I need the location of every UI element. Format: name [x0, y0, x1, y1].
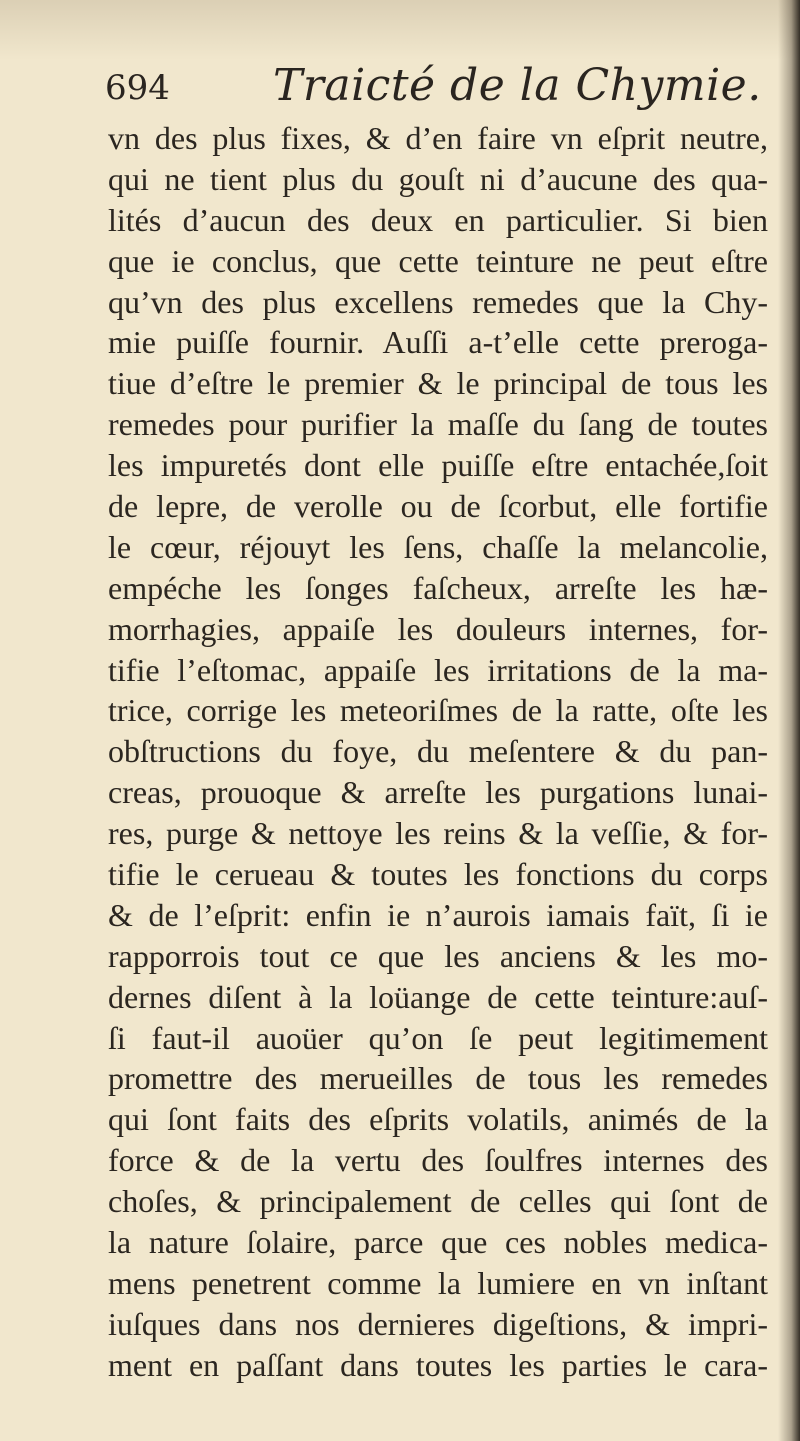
text-line: mens penetrent comme la lumiere en vn inſtant [108, 1264, 768, 1301]
text-line: force & de la vertu des ſoulfres internes des [108, 1142, 768, 1179]
text-line: de lepre, de verolle ou de ſcorbut, elle fortifie [108, 488, 768, 525]
text-line: tifie l’eſtomac, appaiſe les irritations de la ma- [108, 651, 768, 688]
text-line: res, purge & nettoye les reins & la veſſie, & for- [108, 815, 768, 852]
text-line: mie puiſſe fournir. Auſſi a-t’elle cette preroga- [108, 324, 768, 361]
text-line: & de l’eſprit: enfin ie n’aurois iamais faït, ſi ie [108, 896, 768, 933]
text-line: rapporrois tout ce que les anciens & les mo- [108, 937, 768, 974]
text-line: qui ne tient plus du gouſt ni d’aucune des qua- [108, 160, 768, 197]
text-line: empéche les ſonges faſcheux, arreſte les hæ- [108, 569, 768, 606]
running-title: Traicté de la Chymie. [273, 60, 762, 111]
text-line: le cœur, réjouyt les ſens, chaſſe la melancolie, [108, 528, 768, 565]
body-text [108, 118, 768, 1386]
text-line: les impuretés dont elle puiſſe eſtre entachée,ſoit [108, 447, 768, 484]
text-line: obſtructions du foye, du meſentere & du pan- [108, 733, 768, 770]
text-line: choſes, & principalement de celles qui ſont de [108, 1183, 768, 1220]
text-line: qu’vn des plus excellens remedes que la Chy- [108, 283, 768, 320]
page-header [105, 60, 775, 120]
text-line: vn des plus fixes, & d’en faire vn eſprit neutre, [108, 120, 768, 156]
text-line: lités d’aucun des deux en particulier. Si bien [108, 201, 768, 238]
text-line: tifie le cerueau & toutes les fonctions du corps [108, 856, 768, 893]
text-line: creas, prouoque & arreſte les purgations lunai- [108, 774, 768, 811]
text-line: tiue d’eſtre le premier & le principal de tous les [108, 365, 768, 402]
text-line: la nature ſolaire, parce que ces nobles medica- [108, 1224, 768, 1261]
text-line: promettre des merueilles de tous les remedes [108, 1060, 768, 1097]
text-line: qui ſont faits des eſprits volatils, animés de la [108, 1101, 768, 1138]
text-line: iuſques dans nos dernieres digeſtions, & impri- [108, 1305, 768, 1342]
text-line: remedes pour purifier la maſſe du ſang de toutes [108, 406, 768, 443]
page-top-shadow [0, 0, 800, 60]
page-number: 694 [105, 68, 170, 108]
text-line: ſi faut-il auoüer qu’on ſe peut legitimement [108, 1019, 768, 1056]
text-line: trice, corrige les meteoriſmes de la ratte, oſte les [108, 692, 768, 729]
text-line: ment en paſſant dans toutes les parties le cara- [108, 1346, 768, 1383]
text-line: morrhagies, appaiſe les douleurs internes, for- [108, 610, 768, 647]
binding-edge-shadow [778, 0, 800, 1441]
text-line: que ie conclus, que cette teinture ne peut eſtre [108, 242, 768, 279]
text-line: dernes diſent à la loüange de cette teinture:auſ- [108, 978, 768, 1015]
